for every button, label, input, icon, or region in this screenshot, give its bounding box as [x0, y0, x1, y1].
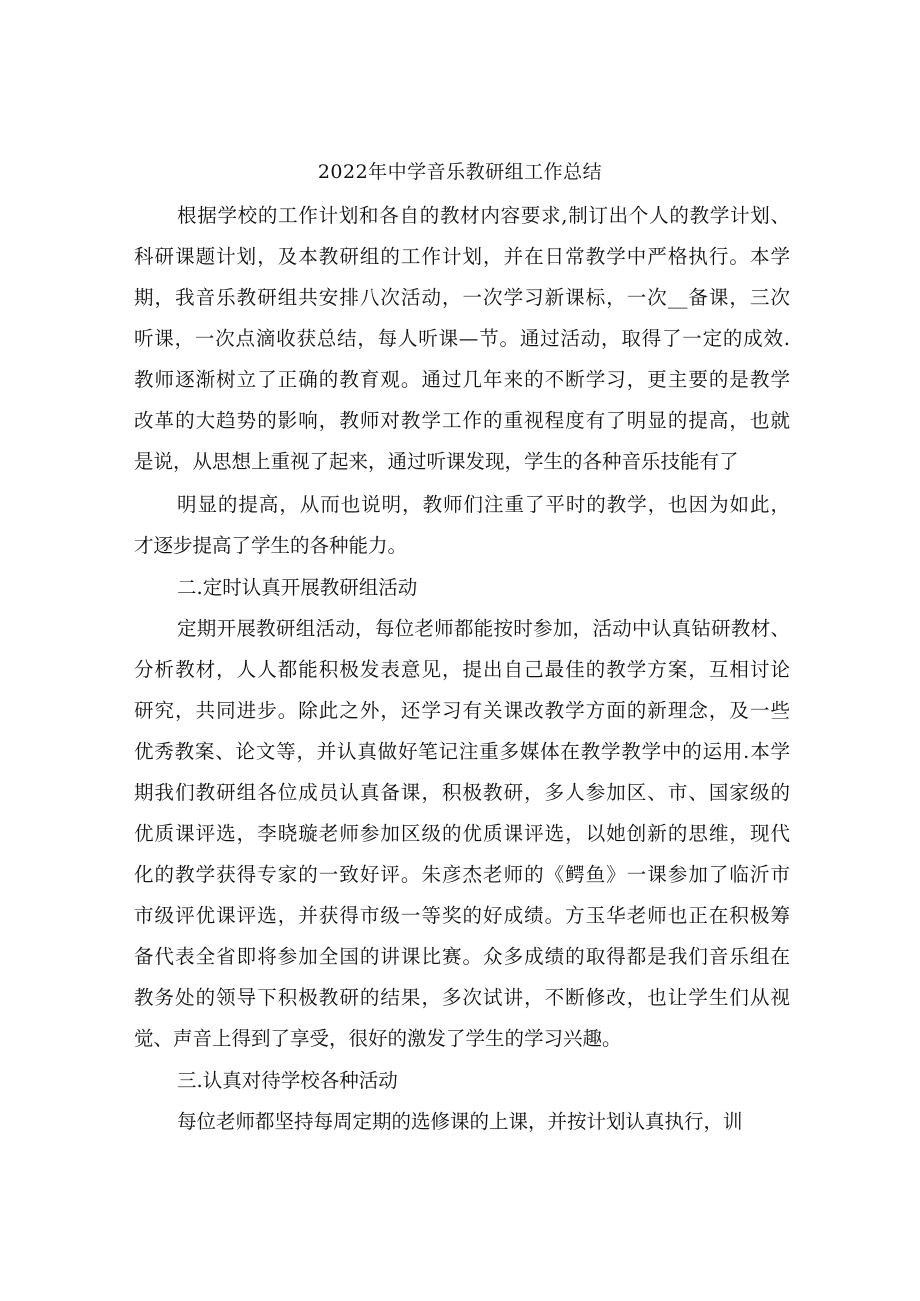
paragraph-line: 市级评优课评选，并获得市级一等奖的好成绩。方玉华老师也正在积极筹 — [134, 904, 790, 927]
paragraph-line: 分析教材，人人都能积极发表意见，提出自己最佳的教学方案，互相讨论 — [134, 658, 790, 681]
paragraph-line: 备代表全省即将参加全国的讲课比赛。众多成绩的取得都是我们音乐组在 — [134, 945, 790, 968]
paragraph-line: 觉、声音上得到了享受，很好的激发了学生的学习兴趣。 — [134, 1027, 622, 1050]
paragraph-line: 改革的大趋势的影响，教师对教学工作的重视程度有了明显的提高，也就 — [134, 409, 790, 432]
paragraph-line: 每位老师都坚持每周定期的选修课的上课，并按计划认真执行，训 — [177, 1110, 743, 1133]
paragraph-line: 根据学校的工作计划和各自的教材内容要求,制订出个人的教学计划、 — [177, 204, 790, 227]
paragraph-line: 科研课题计划，及本教研组的工作计划，并在日常教学中严格执行。本学 — [134, 245, 790, 268]
paragraph-line: 优秀教案、论文等，并认真做好笔记注重多媒体在教学教学中的运用.本学 — [134, 740, 790, 763]
paragraph-line: 教师逐渐树立了正确的教育观。通过几年来的不断学习，更主要的是教学 — [134, 368, 790, 391]
paragraph-line: 化的教学获得专家的一致好评。朱彦杰老师的《鳄鱼》一课参加了临沂市 — [134, 863, 790, 886]
paragraph-line: 研究，共同进步。除此之外，还学习有关课改教学方面的新理念，及一些 — [134, 699, 790, 722]
section-heading: 三.认真对待学校各种活动 — [177, 1069, 398, 1092]
document-title: 2022年中学音乐教研组工作总结 — [317, 161, 603, 183]
paragraph-line: 教务处的领导下积极教研的结果，多次试讲，不断修改，也让学生们从视 — [134, 986, 790, 1009]
section-heading: 二.定时认真开展教研组活动 — [177, 576, 418, 599]
paragraph-line: 才逐步提高了学生的各种能力。 — [134, 534, 408, 557]
paragraph-line: 期我们教研组各位成员认真备课，积极教研，多人参加区、市、国家级的 — [134, 781, 790, 804]
paragraph-line: 是说，从思想上重视了起来，通过听课发现，学生的各种音乐技能有了 — [134, 450, 739, 473]
paragraph-line: 期，我音乐教研组共安排八次活动，一次学习新课标，一次__备课，三次 — [134, 286, 790, 309]
paragraph-line: 优质课评选，李晓璇老师参加区级的优质课评选，以她创新的思维，现代 — [134, 822, 790, 845]
paragraph-line: 明显的提高，从而也说明，教师们注重了平时的教学，也因为如此， — [177, 493, 790, 516]
paragraph-line: 定期开展教研组活动，每位老师都能按时参加，活动中认真钻研教材、 — [177, 617, 790, 640]
paragraph-line: 听课，一次点滴收获总结，每人听课—节。通过活动，取得了一定的成效. — [134, 327, 790, 350]
